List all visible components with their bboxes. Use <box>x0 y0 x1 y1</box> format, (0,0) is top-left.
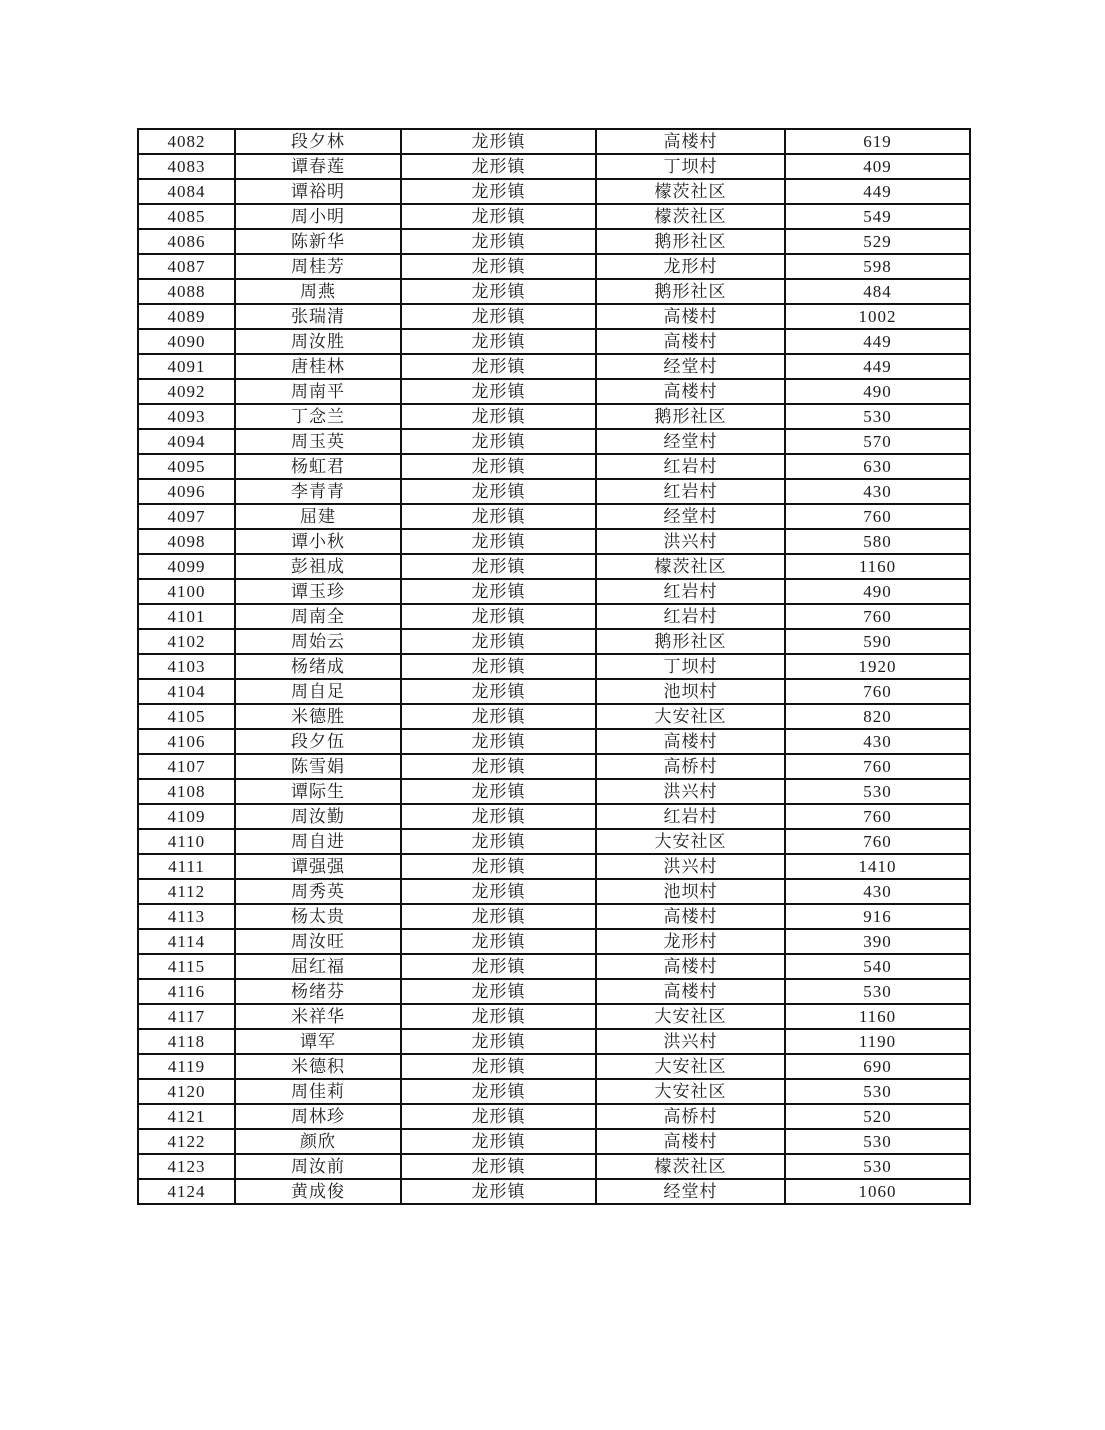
cell-id: 4085 <box>138 204 235 229</box>
cell-name: 周燕 <box>235 279 401 304</box>
table-row <box>138 504 970 529</box>
table-row <box>138 829 970 854</box>
cell-town: 龙形镇 <box>401 504 596 529</box>
cell-amount: 580 <box>785 529 970 554</box>
cell-amount: 760 <box>785 679 970 704</box>
cell-id: 4095 <box>138 454 235 479</box>
cell-amount: 449 <box>785 354 970 379</box>
cell-amount: 390 <box>785 929 970 954</box>
cell-amount: 1160 <box>785 554 970 579</box>
cell-town: 龙形镇 <box>401 1179 596 1204</box>
cell-village: 檬茨社区 <box>596 1154 785 1179</box>
table-row <box>138 654 970 679</box>
cell-id: 4107 <box>138 754 235 779</box>
cell-amount: 760 <box>785 829 970 854</box>
cell-village: 高桥村 <box>596 1104 785 1129</box>
cell-town: 龙形镇 <box>401 579 596 604</box>
cell-village: 高楼村 <box>596 329 785 354</box>
cell-town: 龙形镇 <box>401 279 596 304</box>
cell-amount: 1160 <box>785 1004 970 1029</box>
cell-amount: 449 <box>785 329 970 354</box>
cell-village: 洪兴村 <box>596 854 785 879</box>
cell-town: 龙形镇 <box>401 179 596 204</box>
table-row <box>138 1029 970 1054</box>
table-row <box>138 929 970 954</box>
cell-village: 鹅形社区 <box>596 404 785 429</box>
cell-amount: 529 <box>785 229 970 254</box>
cell-amount: 409 <box>785 154 970 179</box>
cell-amount: 530 <box>785 1154 970 1179</box>
cell-id: 4110 <box>138 829 235 854</box>
cell-town: 龙形镇 <box>401 729 596 754</box>
cell-amount: 760 <box>785 604 970 629</box>
cell-id: 4083 <box>138 154 235 179</box>
cell-id: 4097 <box>138 504 235 529</box>
cell-town: 龙形镇 <box>401 554 596 579</box>
cell-id: 4103 <box>138 654 235 679</box>
cell-amount: 590 <box>785 629 970 654</box>
cell-name: 颜欣 <box>235 1129 401 1154</box>
cell-town: 龙形镇 <box>401 1154 596 1179</box>
cell-town: 龙形镇 <box>401 1079 596 1104</box>
cell-village: 鹅形社区 <box>596 629 785 654</box>
table-row <box>138 179 970 204</box>
cell-name: 周玉英 <box>235 429 401 454</box>
cell-village: 高楼村 <box>596 729 785 754</box>
table-row <box>138 679 970 704</box>
cell-village: 红岩村 <box>596 804 785 829</box>
table-body <box>138 129 970 1204</box>
cell-id: 4102 <box>138 629 235 654</box>
cell-name: 谭际生 <box>235 779 401 804</box>
cell-amount: 690 <box>785 1054 970 1079</box>
cell-town: 龙形镇 <box>401 354 596 379</box>
cell-name: 张瑞清 <box>235 304 401 329</box>
cell-name: 周汝前 <box>235 1154 401 1179</box>
table-row <box>138 204 970 229</box>
cell-id: 4123 <box>138 1154 235 1179</box>
table-row <box>138 254 970 279</box>
table-row <box>138 1154 970 1179</box>
table-row <box>138 229 970 254</box>
cell-id: 4118 <box>138 1029 235 1054</box>
cell-name: 周自足 <box>235 679 401 704</box>
cell-id: 4093 <box>138 404 235 429</box>
cell-id: 4106 <box>138 729 235 754</box>
cell-town: 龙形镇 <box>401 404 596 429</box>
table-row <box>138 729 970 754</box>
cell-amount: 490 <box>785 379 970 404</box>
cell-amount: 430 <box>785 879 970 904</box>
cell-name: 谭军 <box>235 1029 401 1054</box>
cell-amount: 570 <box>785 429 970 454</box>
cell-village: 大安社区 <box>596 1079 785 1104</box>
table-row <box>138 879 970 904</box>
table-row <box>138 854 970 879</box>
cell-name: 周汝胜 <box>235 329 401 354</box>
cell-id: 4094 <box>138 429 235 454</box>
cell-id: 4086 <box>138 229 235 254</box>
cell-village: 丁坝村 <box>596 154 785 179</box>
cell-village: 高楼村 <box>596 129 785 154</box>
cell-name: 谭强强 <box>235 854 401 879</box>
cell-village: 丁坝村 <box>596 654 785 679</box>
cell-id: 4090 <box>138 329 235 354</box>
cell-town: 龙形镇 <box>401 379 596 404</box>
cell-name: 周林珍 <box>235 1104 401 1129</box>
cell-village: 大安社区 <box>596 829 785 854</box>
cell-name: 谭小秋 <box>235 529 401 554</box>
cell-amount: 540 <box>785 954 970 979</box>
cell-amount: 630 <box>785 454 970 479</box>
cell-amount: 1190 <box>785 1029 970 1054</box>
cell-id: 4112 <box>138 879 235 904</box>
cell-name: 周桂芳 <box>235 254 401 279</box>
cell-village: 大安社区 <box>596 1054 785 1079</box>
cell-name: 杨绪成 <box>235 654 401 679</box>
cell-id: 4120 <box>138 1079 235 1104</box>
cell-village: 红岩村 <box>596 579 785 604</box>
cell-name: 杨绪芬 <box>235 979 401 1004</box>
cell-town: 龙形镇 <box>401 529 596 554</box>
cell-town: 龙形镇 <box>401 679 596 704</box>
cell-id: 4121 <box>138 1104 235 1129</box>
cell-id: 4104 <box>138 679 235 704</box>
cell-amount: 1920 <box>785 654 970 679</box>
cell-town: 龙形镇 <box>401 929 596 954</box>
cell-id: 4115 <box>138 954 235 979</box>
cell-id: 4096 <box>138 479 235 504</box>
cell-amount: 449 <box>785 179 970 204</box>
cell-name: 段夕伍 <box>235 729 401 754</box>
cell-name: 周南平 <box>235 379 401 404</box>
cell-town: 龙形镇 <box>401 304 596 329</box>
table-row <box>138 154 970 179</box>
cell-name: 米德胜 <box>235 704 401 729</box>
cell-town: 龙形镇 <box>401 229 596 254</box>
cell-id: 4113 <box>138 904 235 929</box>
table-row <box>138 1004 970 1029</box>
cell-amount: 916 <box>785 904 970 929</box>
cell-town: 龙形镇 <box>401 754 596 779</box>
table-row <box>138 1104 970 1129</box>
cell-name: 周始云 <box>235 629 401 654</box>
cell-amount: 1002 <box>785 304 970 329</box>
cell-town: 龙形镇 <box>401 1054 596 1079</box>
cell-town: 龙形镇 <box>401 429 596 454</box>
cell-id: 4099 <box>138 554 235 579</box>
cell-town: 龙形镇 <box>401 779 596 804</box>
cell-name: 周小明 <box>235 204 401 229</box>
cell-amount: 549 <box>785 204 970 229</box>
cell-amount: 484 <box>785 279 970 304</box>
table-row <box>138 804 970 829</box>
cell-id: 4116 <box>138 979 235 1004</box>
cell-amount: 1410 <box>785 854 970 879</box>
table-row <box>138 329 970 354</box>
cell-id: 4122 <box>138 1129 235 1154</box>
cell-town: 龙形镇 <box>401 479 596 504</box>
cell-town: 龙形镇 <box>401 804 596 829</box>
table-row <box>138 1179 970 1204</box>
table-row <box>138 1129 970 1154</box>
cell-name: 陈雪娟 <box>235 754 401 779</box>
cell-id: 4089 <box>138 304 235 329</box>
cell-name: 周汝勤 <box>235 804 401 829</box>
cell-name: 周自进 <box>235 829 401 854</box>
cell-amount: 530 <box>785 779 970 804</box>
cell-town: 龙形镇 <box>401 854 596 879</box>
cell-amount: 760 <box>785 804 970 829</box>
cell-id: 4101 <box>138 604 235 629</box>
table-row <box>138 754 970 779</box>
cell-name: 陈新华 <box>235 229 401 254</box>
cell-village: 高楼村 <box>596 1129 785 1154</box>
cell-town: 龙形镇 <box>401 604 596 629</box>
cell-id: 4114 <box>138 929 235 954</box>
cell-id: 4100 <box>138 579 235 604</box>
cell-id: 4082 <box>138 129 235 154</box>
table-row <box>138 704 970 729</box>
table-row <box>138 454 970 479</box>
cell-village: 龙形村 <box>596 929 785 954</box>
cell-name: 杨虹君 <box>235 454 401 479</box>
cell-name: 谭裕明 <box>235 179 401 204</box>
cell-name: 丁念兰 <box>235 404 401 429</box>
cell-village: 檬茨社区 <box>596 554 785 579</box>
cell-amount: 430 <box>785 729 970 754</box>
cell-village: 高楼村 <box>596 379 785 404</box>
cell-amount: 490 <box>785 579 970 604</box>
cell-id: 4092 <box>138 379 235 404</box>
cell-village: 洪兴村 <box>596 529 785 554</box>
table-row <box>138 129 970 154</box>
cell-name: 周汝旺 <box>235 929 401 954</box>
cell-id: 4084 <box>138 179 235 204</box>
cell-name: 周秀英 <box>235 879 401 904</box>
table-row <box>138 379 970 404</box>
cell-village: 池坝村 <box>596 679 785 704</box>
cell-town: 龙形镇 <box>401 204 596 229</box>
table-row <box>138 304 970 329</box>
cell-name: 米祥华 <box>235 1004 401 1029</box>
table-row <box>138 429 970 454</box>
cell-name: 屈红福 <box>235 954 401 979</box>
cell-id: 4098 <box>138 529 235 554</box>
cell-amount: 619 <box>785 129 970 154</box>
cell-village: 鹅形社区 <box>596 279 785 304</box>
cell-village: 大安社区 <box>596 704 785 729</box>
cell-amount: 430 <box>785 479 970 504</box>
table-row <box>138 529 970 554</box>
cell-town: 龙形镇 <box>401 629 596 654</box>
table-row <box>138 629 970 654</box>
cell-village: 大安社区 <box>596 1004 785 1029</box>
cell-village: 高桥村 <box>596 754 785 779</box>
cell-name: 周佳莉 <box>235 1079 401 1104</box>
cell-amount: 1060 <box>785 1179 970 1204</box>
cell-village: 高楼村 <box>596 304 785 329</box>
table-row <box>138 979 970 1004</box>
table-row <box>138 554 970 579</box>
cell-name: 黄成俊 <box>235 1179 401 1204</box>
cell-village: 高楼村 <box>596 904 785 929</box>
table-row <box>138 779 970 804</box>
cell-village: 经堂村 <box>596 354 785 379</box>
cell-town: 龙形镇 <box>401 954 596 979</box>
cell-name: 周南全 <box>235 604 401 629</box>
cell-name: 唐桂林 <box>235 354 401 379</box>
cell-amount: 520 <box>785 1104 970 1129</box>
cell-amount: 598 <box>785 254 970 279</box>
cell-town: 龙形镇 <box>401 1004 596 1029</box>
cell-village: 经堂村 <box>596 504 785 529</box>
cell-village: 洪兴村 <box>596 1029 785 1054</box>
cell-name: 李青青 <box>235 479 401 504</box>
cell-town: 龙形镇 <box>401 829 596 854</box>
cell-id: 4108 <box>138 779 235 804</box>
cell-town: 龙形镇 <box>401 904 596 929</box>
table-row <box>138 354 970 379</box>
table-row <box>138 604 970 629</box>
cell-id: 4124 <box>138 1179 235 1204</box>
cell-town: 龙形镇 <box>401 1029 596 1054</box>
cell-town: 龙形镇 <box>401 879 596 904</box>
cell-town: 龙形镇 <box>401 1129 596 1154</box>
cell-town: 龙形镇 <box>401 129 596 154</box>
cell-id: 4119 <box>138 1054 235 1079</box>
cell-village: 红岩村 <box>596 454 785 479</box>
roster-table <box>137 128 971 1205</box>
cell-amount: 530 <box>785 404 970 429</box>
cell-name: 谭玉珍 <box>235 579 401 604</box>
table-row <box>138 404 970 429</box>
cell-name: 谭春莲 <box>235 154 401 179</box>
cell-town: 龙形镇 <box>401 704 596 729</box>
table-row <box>138 279 970 304</box>
cell-id: 4117 <box>138 1004 235 1029</box>
cell-amount: 760 <box>785 754 970 779</box>
cell-town: 龙形镇 <box>401 1104 596 1129</box>
cell-village: 经堂村 <box>596 429 785 454</box>
table-row <box>138 954 970 979</box>
cell-id: 4088 <box>138 279 235 304</box>
table-row <box>138 579 970 604</box>
cell-town: 龙形镇 <box>401 454 596 479</box>
cell-town: 龙形镇 <box>401 654 596 679</box>
cell-name: 彭祖成 <box>235 554 401 579</box>
cell-amount: 530 <box>785 979 970 1004</box>
cell-village: 檬茨社区 <box>596 179 785 204</box>
cell-name: 段夕林 <box>235 129 401 154</box>
table-row <box>138 1079 970 1104</box>
cell-amount: 820 <box>785 704 970 729</box>
cell-village: 高楼村 <box>596 954 785 979</box>
cell-town: 龙形镇 <box>401 329 596 354</box>
cell-id: 4105 <box>138 704 235 729</box>
table-row <box>138 1054 970 1079</box>
cell-village: 龙形村 <box>596 254 785 279</box>
cell-village: 洪兴村 <box>596 779 785 804</box>
table-row <box>138 904 970 929</box>
cell-village: 高楼村 <box>596 979 785 1004</box>
cell-name: 杨太贵 <box>235 904 401 929</box>
cell-id: 4087 <box>138 254 235 279</box>
cell-town: 龙形镇 <box>401 254 596 279</box>
table-row <box>138 479 970 504</box>
cell-village: 鹅形社区 <box>596 229 785 254</box>
cell-town: 龙形镇 <box>401 154 596 179</box>
cell-id: 4111 <box>138 854 235 879</box>
cell-village: 红岩村 <box>596 479 785 504</box>
cell-amount: 530 <box>785 1079 970 1104</box>
cell-village: 经堂村 <box>596 1179 785 1204</box>
cell-name: 米德积 <box>235 1054 401 1079</box>
cell-amount: 530 <box>785 1129 970 1154</box>
cell-amount: 760 <box>785 504 970 529</box>
cell-id: 4091 <box>138 354 235 379</box>
cell-village: 红岩村 <box>596 604 785 629</box>
cell-town: 龙形镇 <box>401 979 596 1004</box>
cell-id: 4109 <box>138 804 235 829</box>
cell-village: 池坝村 <box>596 879 785 904</box>
cell-village: 檬茨社区 <box>596 204 785 229</box>
cell-name: 屈建 <box>235 504 401 529</box>
